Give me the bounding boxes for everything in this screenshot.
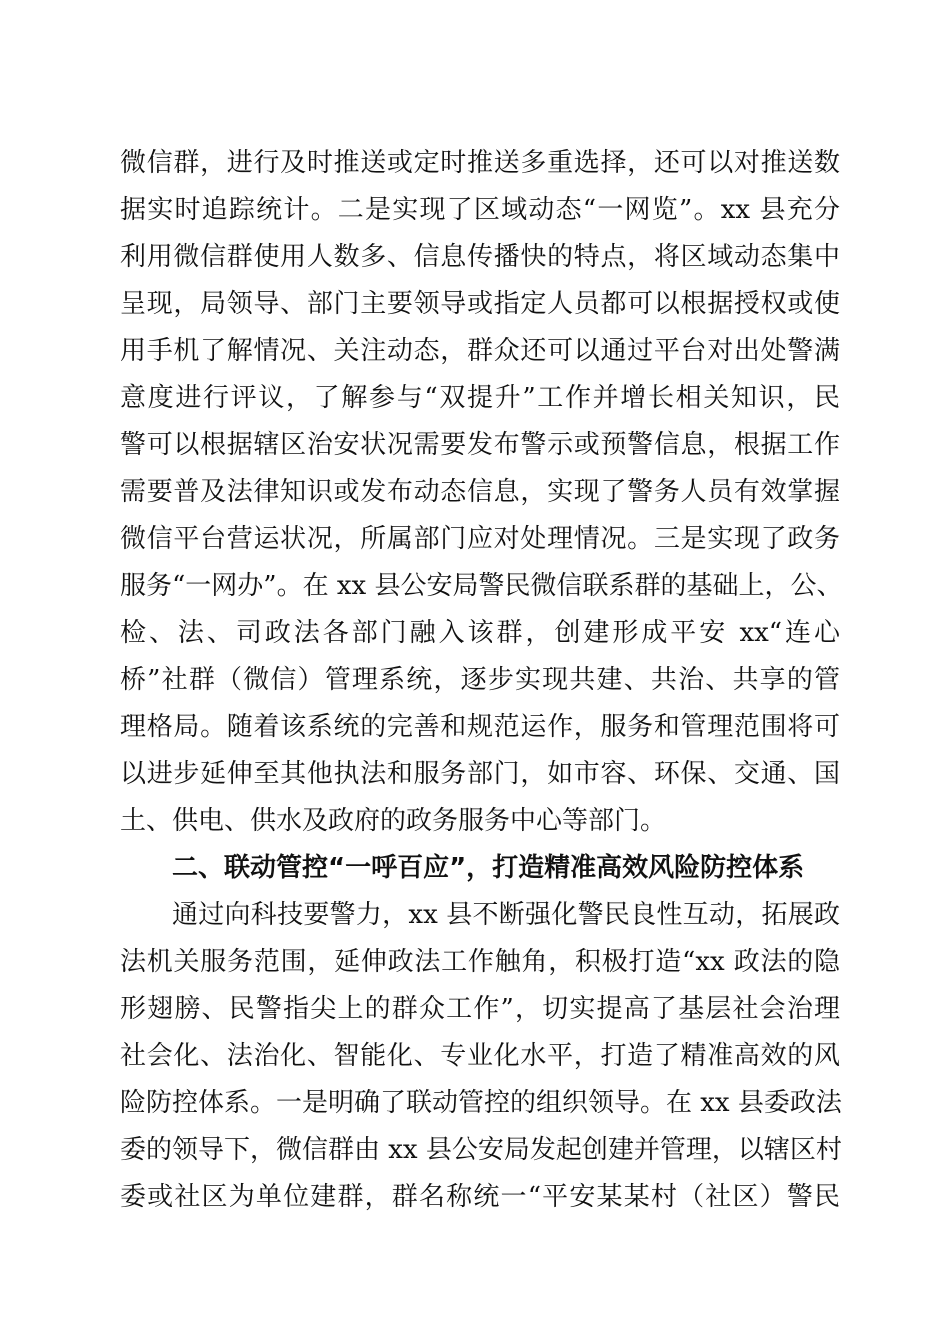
paragraph-2-line-7: 委或社区为单位建群，群名称统一“平安某某村（社区）警民 <box>120 1182 840 1212</box>
paragraph-1-line-8: 需要普及法律知识或发布动态信息，实现了警务人员有效掌握 <box>120 477 840 507</box>
paragraph-2-line-2: 法机关服务范围，延伸政法工作触角，积极打造“xx 政法的隐 <box>120 947 840 977</box>
section-2-heading: 二、联动管控“一呼百应”，打造精准高效风险防控体系 <box>172 853 805 883</box>
paragraph-1-line-1: 微信群，进行及时推送或定时推送多重选择，还可以对推送数 <box>120 148 840 178</box>
paragraph-1-line-7: 警可以根据辖区治安状况需要发布警示或预警信息，根据工作 <box>120 430 840 460</box>
paragraph-1-line-4: 呈现，局领导、部门主要领导或指定人员都可以根据授权或使 <box>120 289 840 319</box>
paragraph-2-line-5: 险防控体系。一是明确了联动管控的组织领导。在 xx 县委政法 <box>120 1088 842 1118</box>
paragraph-1-line-6: 意度进行评议，了解参与“双提升”工作并增长相关知识，民 <box>120 383 840 413</box>
paragraph-1-line-15: 土、供电、供水及政府的政务服务中心等部门。 <box>120 806 667 836</box>
paragraph-1-line-9: 微信平台营运状况，所属部门应对处理情况。三是实现了政务 <box>120 524 840 554</box>
paragraph-2-line-3: 形翅膀、民警指尖上的群众工作”，切实提高了基层社会治理 <box>120 994 840 1024</box>
paragraph-1-line-5: 用手机了解情况、关注动态，群众还可以通过平台对出处警满 <box>120 336 840 366</box>
paragraph-1-line-11: 检、法、司政法各部门融入该群，创建形成平安 xx“连心 <box>120 618 840 648</box>
paragraph-1-line-12: 桥”社群（微信）管理系统，逐步实现共建、共治、共享的管 <box>120 665 840 695</box>
paragraph-1-line-14: 以进步延伸至其他执法和服务部门，如市容、环保、交通、国 <box>120 759 840 789</box>
paragraph-1-line-2: 据实时追踪统计。二是实现了区域动态“一网览”。xx 县充分 <box>120 195 840 225</box>
paragraph-2-line-4: 社会化、法治化、智能化、专业化水平，打造了精准高效的风 <box>120 1041 840 1071</box>
paragraph-1-line-10: 服务“一网办”。在 xx 县公安局警民微信联系群的基础上，公、 <box>120 571 843 601</box>
paragraph-2-line-1: 通过向科技要警力，xx 县不断强化警民良性互动，拓展政 <box>172 900 840 930</box>
paragraph-1-line-3: 利用微信群使用人数多、信息传播快的特点，将区域动态集中 <box>120 242 840 272</box>
paragraph-1-line-13: 理格局。随着该系统的完善和规范运作，服务和管理范围将可 <box>120 712 840 742</box>
paragraph-2-line-6: 委的领导下，微信群由 xx 县公安局发起创建并管理，以辖区村 <box>120 1135 842 1165</box>
